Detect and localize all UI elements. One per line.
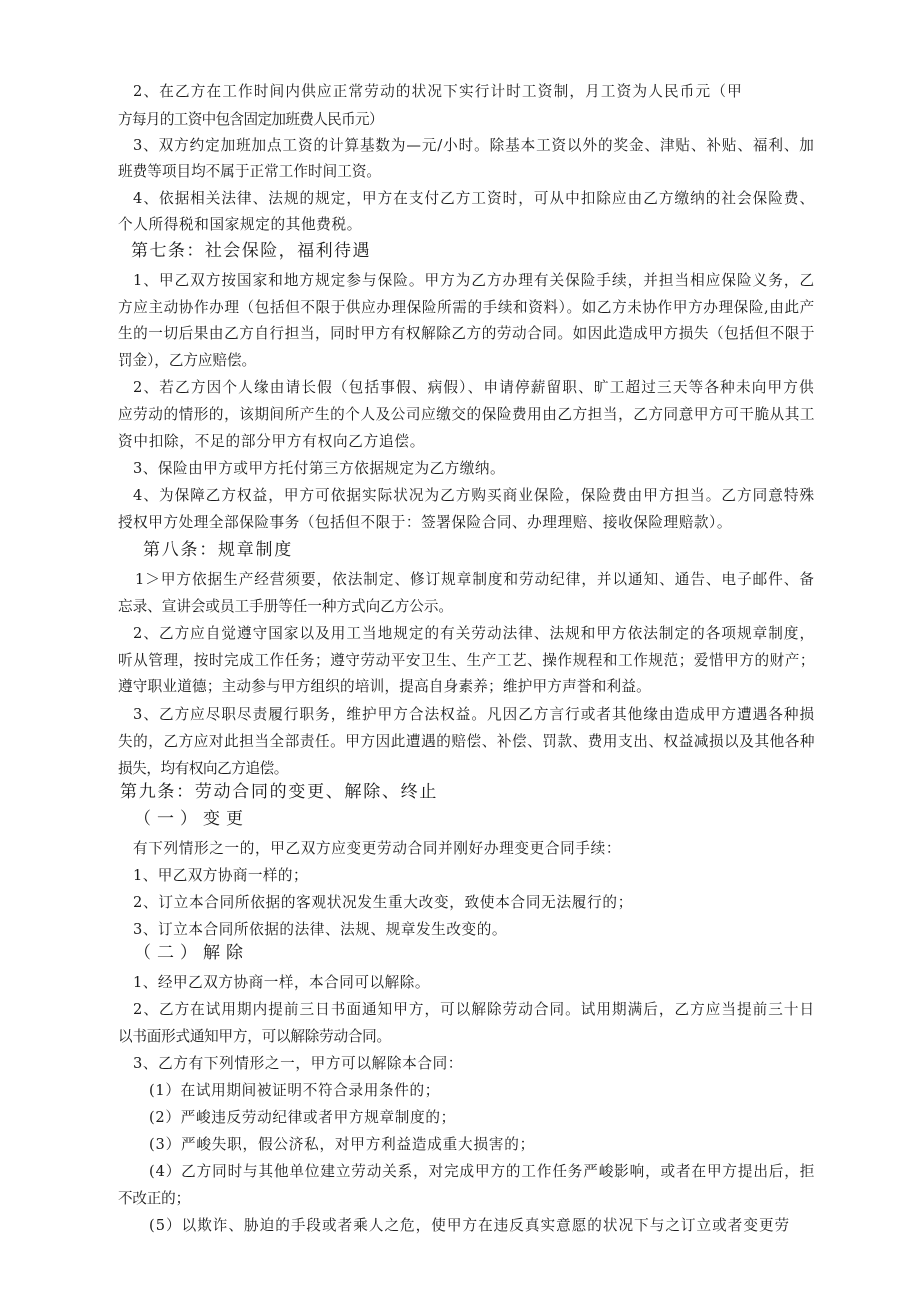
paragraph-line: 1、甲乙双方协商一样的； <box>133 867 308 884</box>
paragraph-line: 1、甲乙双方按国家和地方规定参与保险。甲方为乙方办理有关保险手续，并担当相应保险义务，乙 <box>133 272 816 289</box>
paragraph-line: 生的一切后果由乙方自行担当，同时甲方有权解除乙方的劳动合同。如因此造成甲方损失（包括但不限于 <box>118 325 816 342</box>
paragraph-line: 班费等项目均不属于正常工作时间工资。 <box>118 163 382 180</box>
paragraph-line: (1）在试用期间被证明不符合录用条件的； <box>149 1082 441 1099</box>
paragraph-line: 资中扣除，不足的部分甲方有权向乙方追偿。 <box>118 433 426 450</box>
paragraph-line: 3、乙方有下列情形之一，甲方可以解除本合同： <box>133 1055 464 1072</box>
paragraph-line: (3）严峻失职，假公济私，对甲方利益造成重大损害的； <box>149 1136 536 1153</box>
section-heading-article-8: 第八条：规章制度 <box>143 540 293 560</box>
paragraph-line: (5）以欺诈、胁迫的手段或者乘人之危，使甲方在违反真实意愿的状况下与之订立或者变更劳 <box>149 1217 791 1234</box>
paragraph-line: 不改正的； <box>118 1190 190 1207</box>
paragraph-line: 2、订立本合同所依据的客观状况发生重大改变，致使本合同无法履行的； <box>133 894 634 911</box>
paragraph-line: (2）严峻违反劳动纪律或者甲方规章制度的； <box>149 1109 456 1126</box>
paragraph-line: 遵守职业道德；主动参与甲方组织的培训，提高自身素养；维护甲方声誉和利益。 <box>118 678 651 695</box>
paragraph-line: 罚金），乙方应赔偿。 <box>118 352 257 369</box>
paragraph-line: (4）乙方同时与其他单位建立劳动关系，对完成甲方的工作任务严峻影响，或者在甲方提出后，拒 <box>149 1163 816 1180</box>
paragraph-line: 方每月的工资中包含固定加班费人民币元） <box>118 111 383 128</box>
paragraph-line: 有下列情形之一的，甲乙双方应变更劳动合同并刚好办理变更合同手续： <box>133 840 622 857</box>
paragraph-line: 3、保险由甲方或甲方托付第三方依据规定为乙方缴纳。 <box>133 460 506 477</box>
subheading-change: （一）变更 <box>134 809 249 829</box>
paragraph-line: 4、依据相关法律、法规的规定，甲方在支付乙方工资时，可从中扣除应由乙方缴纳的社会保险费、 <box>133 190 816 207</box>
paragraph-line: 损失，均有权向乙方追偿。 <box>118 760 288 777</box>
paragraph-line: 2、在乙方在工作时间内供应正常劳动的状况下实行计时工资制，月工资为人民币元（甲 <box>133 83 743 100</box>
paragraph-line: 个人所得税和国家规定的其他费税。 <box>118 216 363 233</box>
paragraph-line: 2、乙方在试用期内提前三日书面通知甲方，可以解除劳动合同。试用期满后，乙方应当提前三十日 <box>133 1001 816 1018</box>
paragraph-line: 1＞甲方依据生产经营须要，依法制定、修订规章制度和劳动纪律，并以通知、通告、电子邮件、备 <box>135 571 815 588</box>
paragraph-line: 3、乙方应尽职尽责履行职务，维护甲方合法权益。凡因乙方言行或者其他缘由造成甲方遭遇各种损 <box>133 706 816 723</box>
paragraph-line: 2、乙方应自觉遵守国家以及用工当地规定的有关劳动法律、法规和甲方依法制定的各项规章制度， <box>133 625 816 642</box>
paragraph-line: 忘录、宣讲会或员工手册等任一种方式向乙方公示。 <box>118 598 453 615</box>
subheading-termination: （二）解除 <box>134 943 249 963</box>
paragraph-line: 4、为保障乙方权益，甲方可依据实际状况为乙方购买商业保险，保险费由甲方担当。乙方同意特殊 <box>133 487 816 504</box>
paragraph-line: 3、订立本合同所依据的法律、法规、规章发生改变的。 <box>133 921 508 938</box>
paragraph-line: 失的，乙方应对此担当全部责任。甲方因此遭遇的赔偿、补偿、罚款、费用支出、权益减损以及其他各种 <box>118 733 816 750</box>
section-heading-article-9: 第九条：劳动合同的变更、解除、终止 <box>120 782 439 802</box>
section-heading-article-7: 第七条：社会保险，福利待遇 <box>131 241 371 261</box>
paragraph-line: 应劳动的情形的，该期间所产生的个人及公司应缴交的保险费用由乙方担当，乙方同意甲方可干脆从其工 <box>118 406 816 423</box>
paragraph-line: 方应主动协作办理（包括但不限于供应办理保险所需的手续和资料）。如乙方未协作甲方办理保险,由此产 <box>118 299 815 316</box>
paragraph-line: 授权甲方处理全部保险事务（包括但不限于：签署保险合同、办理理赔、接收保险理赔款）。 <box>118 514 733 531</box>
paragraph-line: 1、经甲乙双方协商一样，本合同可以解除。 <box>133 974 430 991</box>
paragraph-line: 听从管理，按时完成工作任务；遵守劳动平安卫生、生产工艺、操作规程和工作规范；爱惜甲方的财产； <box>118 652 816 669</box>
paragraph-line: 以书面形式通知甲方，可以解除劳动合同。 <box>118 1028 391 1045</box>
paragraph-line: 2、若乙方因个人缘由请长假（包括事假、病假）、申请停薪留职、旷工超过三天等各种未向甲方供 <box>133 379 815 396</box>
paragraph-line: 3、双方约定加班加点工资的计算基数为—元/小时。除基本工资以外的奖金、津贴、补贴、福利、加 <box>133 137 815 154</box>
